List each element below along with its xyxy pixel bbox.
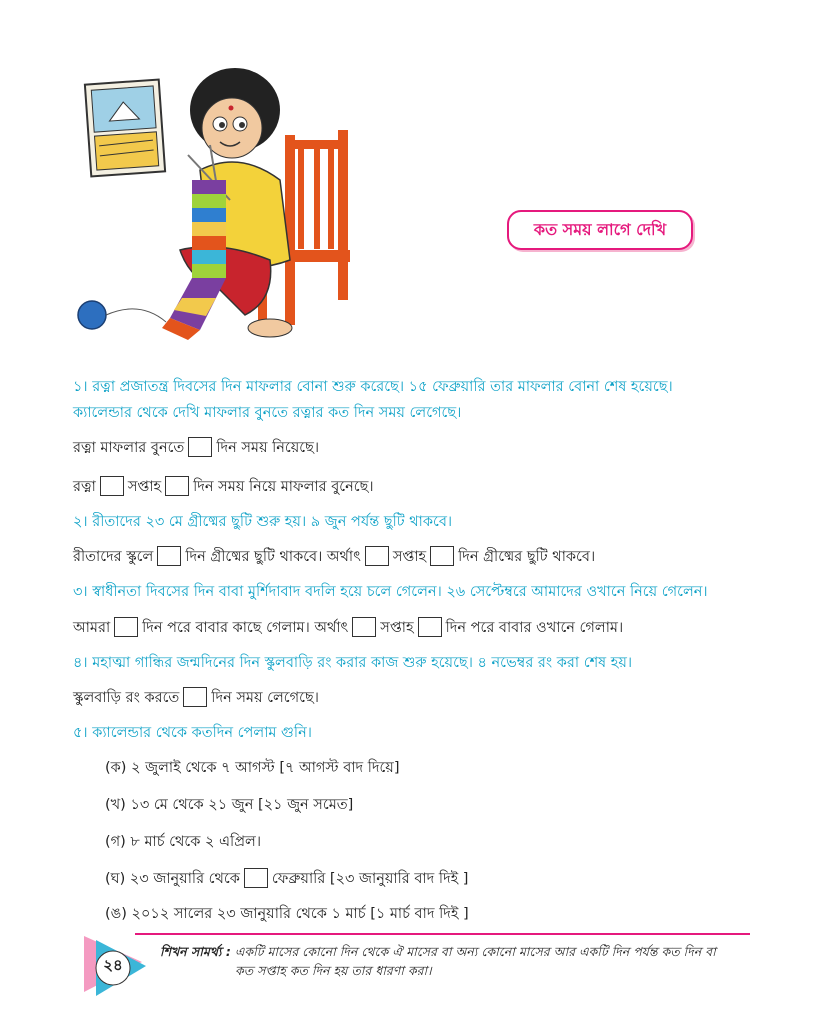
footer-divider: [135, 933, 750, 935]
answer-text: দিন গ্রীষ্মের ছুটি থাকবে। অর্থাৎ: [185, 549, 361, 565]
answer-box[interactable]: [183, 687, 207, 707]
yarn-ball-icon: [78, 301, 166, 329]
answer-box[interactable]: [157, 546, 181, 566]
striped-muffler-icon: [162, 180, 226, 340]
answer-text: রত্না মাফলার বুনতে: [73, 440, 185, 456]
question-5-part-ka: (ক) ২ জুলাই থেকে ৭ আগস্ট [৭ আগস্ট বাদ দিয়ে]: [105, 760, 400, 776]
question-1-line-2: ক্যালেন্ডার থেকে দেখি মাফলার বুনতে রত্নার কত দিন সময় লেগেছে।: [73, 405, 462, 421]
answer-box[interactable]: [165, 476, 189, 496]
knitting-girl-illustration: [70, 60, 370, 350]
question-5-part-ga: (গ) ৮ মার্চ থেকে ২ এপ্রিল।: [105, 834, 262, 850]
answer-text: আমরা: [73, 620, 111, 636]
learning-outcome-label: শিখন সামর্থ্য :: [160, 944, 231, 959]
page-title: কত সময় লাগে দেখি: [507, 210, 693, 250]
question-2: ২। রীতাদের ২৩ মে গ্রীষ্মের ছুটি শুরু হয়। ৯ জুন পর্যন্ত ছুটি থাকবে।: [73, 514, 453, 530]
girl-head-icon: [190, 68, 280, 158]
answer-text: দিন পরে বাবার ওখানে গেলাম।: [445, 620, 624, 636]
answer-text: দিন গ্রীষ্মের ছুটি থাকবে।: [458, 549, 596, 565]
answer-text: সপ্তাহ: [127, 479, 162, 495]
question-5-part-kha: (খ) ১৩ মে থেকে ২১ জুন [২১ জুন সমেত]: [105, 797, 354, 813]
answer-box[interactable]: [365, 546, 389, 566]
answer-box[interactable]: [418, 617, 442, 637]
answer-box[interactable]: [100, 476, 124, 496]
question-3: ৩। স্বাধীনতা দিবসের দিন বাবা মুর্শিদাবাদ বদলি হয়ে চলে গেলেন। ২৬ সেপ্টেম্বরে আমাদের ওখানে নিয়ে গেলেন।: [73, 584, 708, 600]
question-1-answer-1: [73, 437, 319, 461]
answer-box[interactable]: [352, 617, 376, 637]
question-1-answer-2: [73, 476, 374, 500]
page-number: ২৪: [103, 956, 123, 974]
answer-text: রত্না: [73, 479, 96, 495]
learning-outcome-text-2: কত সপ্তাহ কত দিন হয় তার ধারণা করা।: [235, 963, 432, 979]
answer-text: (ঘ) ২৩ জানুয়ারি থেকে: [105, 871, 240, 887]
answer-box[interactable]: [188, 437, 212, 457]
question-5-part-uma: (ঙ) ২০১২ সালের ২৩ জানুয়ারি থেকে ১ মার্চ [১ মার্চ বাদ দিই ]: [105, 906, 469, 922]
question-5: ৫। ক্যালেন্ডার থেকে কতদিন পেলাম গুনি।: [73, 725, 312, 741]
answer-text: দিন পরে বাবার কাছে গেলাম। অর্থাৎ: [142, 620, 349, 636]
answer-box[interactable]: [430, 546, 454, 566]
question-4-answer: [73, 687, 319, 711]
wall-calendar-icon: [85, 80, 165, 177]
answer-text: স্কুলবাড়ি রং করতে: [73, 690, 180, 706]
answer-text: রীতাদের স্কুলে: [73, 549, 154, 565]
learning-outcome-note: [160, 942, 760, 981]
answer-box[interactable]: [244, 868, 268, 888]
answer-text: ফেব্রুয়ারি [২৩ জানুয়ারি বাদ দিই ]: [271, 871, 469, 887]
answer-text: দিন সময় লেগেছে।: [211, 690, 319, 706]
answer-text: সপ্তাহ: [380, 620, 414, 636]
learning-outcome-text-1: একটি মাসের কোনো দিন থেকে ঐ মাসের বা অন্য কোনো মাসের আর একটি দিন পর্যন্ত কত দিন বা: [234, 944, 716, 959]
answer-text: সপ্তাহ: [392, 549, 427, 565]
question-4: ৪। মহাত্মা গান্ধির জন্মদিনের দিন স্কুলবাড়ি রং করার কাজ শুরু হয়েছে। ৪ নভেম্বর রং করা শেষ হয়।: [73, 655, 633, 671]
question-2-answer: [73, 546, 595, 570]
answer-text: দিন সময় নিয়েছে।: [216, 440, 320, 456]
question-1-line-1: ১। রত্না প্রজাতন্ত্র দিবসের দিন মাফলার বোনা শুরু করেছে। ১৫ ফেব্রুয়ারি তার মাফলার বোনা শেষ হয়েছে।: [73, 379, 673, 395]
answer-text: দিন সময় নিয়ে মাফলার বুনেছে।: [193, 479, 374, 495]
answer-box[interactable]: [114, 617, 138, 637]
question-5-part-gha: [105, 868, 468, 892]
question-3-answer: [73, 617, 623, 641]
